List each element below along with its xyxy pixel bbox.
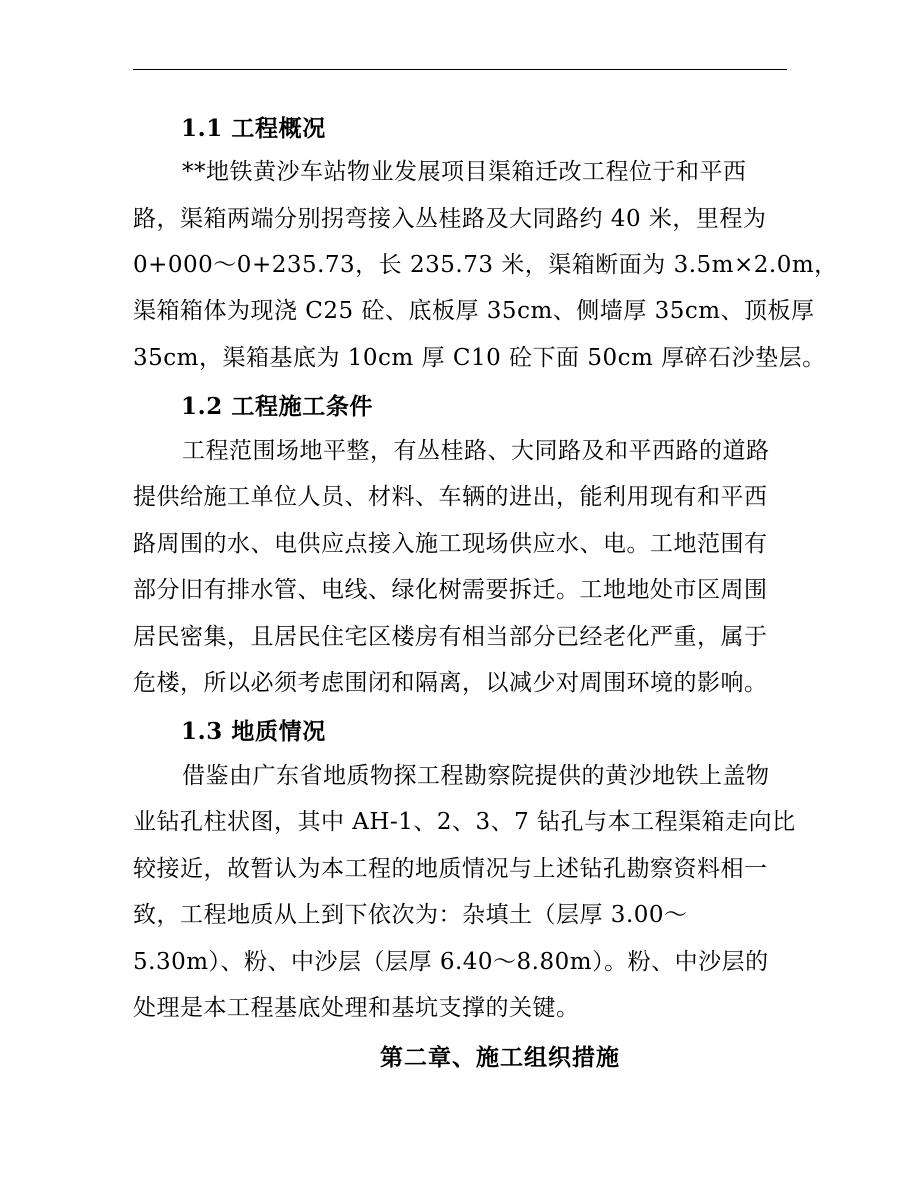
section-heading-1-3: 1.3 地质情况 (181, 718, 326, 745)
paragraph-line: 0+000～0+235.73，长 235.73 米，渠箱断面为 3.5m×2.0m， (133, 252, 838, 278)
paragraph-line: 借鉴由广东省地质物探工程勘察院提供的黄沙地铁上盖物 (182, 763, 770, 789)
paragraph-line: 较接近，故暂认为本工程的地质情况与上述钻孔勘察资料相一 (133, 856, 768, 882)
paragraph-line: 居民密集，且居民住宅区楼房有相当部分已经老化严重，属于 (133, 624, 768, 650)
paragraph-line: 业钻孔柱状图，其中 AH-1、2、3、7 钻孔与本工程渠箱走向比 (133, 809, 796, 835)
chapter-title: 第二章、施工组织措施 (380, 1044, 620, 1071)
paragraph-line: 35cm，渠箱基底为 10cm 厚 C10 砼下面 50cm 厚碎石沙垫层。 (133, 345, 826, 371)
paragraph-line: 处理是本工程基底处理和基坑支撑的关键。 (133, 995, 580, 1021)
section-heading-1-1: 1.1 工程概况 (181, 115, 326, 142)
section-heading-1-2: 1.2 工程施工条件 (181, 393, 374, 420)
paragraph-line: 危楼，所以必须考虑围闭和隔离，以减少对周围环境的影响。 (133, 670, 768, 696)
paragraph-line: 致，工程地质从上到下依次为：杂填土（层厚 3.00～ (133, 902, 688, 928)
paragraph-line: **地铁黄沙车站物业发展项目渠箱迁改工程位于和平西 (182, 159, 747, 185)
paragraph-line: 路周围的水、电供应点接入施工现场供应水、电。工地范围有 (133, 531, 768, 557)
header-rule (133, 69, 787, 70)
paragraph-line: 路，渠箱两端分别拐弯接入丛桂路及大同路约 40 米，里程为 (133, 206, 767, 232)
paragraph-line: 5.30m）、粉、中沙层（层厚 6.40～8.80m）。粉、中沙层的 (133, 949, 769, 975)
paragraph-line: 工程范围场地平整，有丛桂路、大同路及和平西路的道路 (182, 438, 770, 464)
paragraph-line: 部分旧有排水管、电线、绿化树需要拆迁。工地地处市区周围 (133, 577, 768, 603)
paragraph-line: 提供给施工单位人员、材料、车辆的进出，能利用现有和平西 (133, 484, 768, 510)
paragraph-line: 渠箱箱体为现浇 C25 砼、底板厚 35cm、侧墙厚 35cm、顶板厚 (133, 298, 815, 324)
